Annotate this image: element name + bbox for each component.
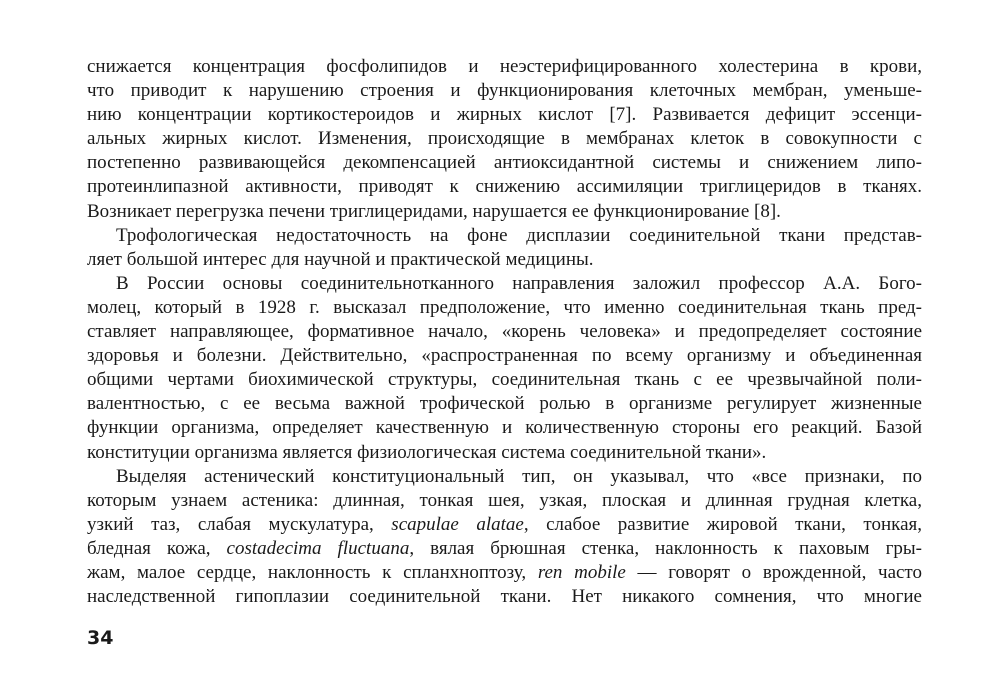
text-segment: валентностью, с ее весьма важной трофической ролью в организме регулирует жизненные [87,393,922,415]
text-segment: протеинлипазной активности, приводят к снижению ассимиляции триглицеридов в тканях. [87,176,922,198]
text-line [87,513,922,537]
text-segment: , вялая брюшная стенка, наклонность к паховым гры- [409,537,922,559]
text-line [87,344,922,368]
text-segment: Трофологическая недостаточность на фоне дисплазии соединительной ткани представ- [116,224,922,246]
text-segment: альных жирных кислот. Изменения, происходящие в мембранах клеток в совокупности с [87,128,922,150]
text-line [87,416,922,440]
text-line [87,248,922,272]
text-segment: функции организма, определяет качественную и количественную стороны его реакций. Базой [87,417,922,439]
text-line [87,585,922,609]
text-line [87,561,922,585]
text-segment: постепенно развивающейся декомпенсацией антиоксидантной системы и снижением липо- [87,152,922,174]
text-line [87,320,922,344]
text-segment: которым узнаем астеника: длинная, тонкая шея, узкая, плоская и длинная грудная клетка, [87,489,922,511]
text-segment: здоровья и болезни. Действительно, «распространенная по всему организму и объединенная [87,345,922,367]
text-segment: — говорят о врожденной, часто [625,561,922,583]
latin-term: costadecima fluctuana [226,537,410,559]
text-segment: что приводит к нарушению строения и функционирования клеточных мембран, уменьше- [87,80,922,102]
text-line [87,392,922,416]
text-line [87,127,922,151]
text-segment: ляет большой интерес для научной и практической медицины. [87,248,594,270]
text-line [87,489,922,513]
text-segment: Возникает перегрузка печени триглицеридами, нарушается ее функционирование [8]. [87,200,781,222]
text-line [87,79,922,103]
text-segment: узкий таз, слабая мускулатура, [87,513,392,535]
latin-term: ren mobile [537,561,626,583]
text-segment: , слабое развитие жировой ткани, тонкая, [523,513,922,535]
text-segment: наследственной гипоплазии соединительной ткани. Нет никакого сомнения, что многие [87,586,922,608]
text-segment: снижается концентрация фосфолипидов и неэстерифицированного холестерина в крови, [87,56,922,77]
text-line [87,272,922,296]
latin-term: scapulae alatae [391,513,524,535]
text-line [87,224,922,248]
page-number: 34 [87,627,114,649]
text-segment: бледная кожа, [87,537,227,559]
text-segment: В России основы соединительнотканного направления заложил профессор А.А. Бого- [116,272,922,294]
text-segment: ставляет направляющее, формативное начало, «корень человека» и предопределяет состояние [87,321,922,343]
text-line [87,465,922,489]
text-line [87,441,922,465]
text-line [87,55,922,79]
text-segment: нию концентрации кортикостероидов и жирных кислот [7]. Развивается дефицит эссенци- [87,104,922,126]
text-line [87,537,922,561]
text-line [87,151,922,175]
text-line [87,175,922,199]
text-segment: Выделяя астенический конституциональный тип, он указывал, что «все признаки, по [116,465,922,487]
text-segment: молец, который в 1928 г. высказал предположение, что именно соединительная ткань пред- [87,296,922,318]
text-segment: конституции организма является физиологическая система соединительной ткани». [87,441,767,463]
body-text [87,55,922,609]
text-segment: жам, малое сердце, наклонность к спланхноптозу, [87,561,538,583]
text-line [87,296,922,320]
text-line [87,368,922,392]
text-segment: общими чертами биохимической структуры, соединительная ткань с ее чрезвычайной поли- [87,369,922,391]
text-line [87,200,922,224]
text-line [87,103,922,127]
